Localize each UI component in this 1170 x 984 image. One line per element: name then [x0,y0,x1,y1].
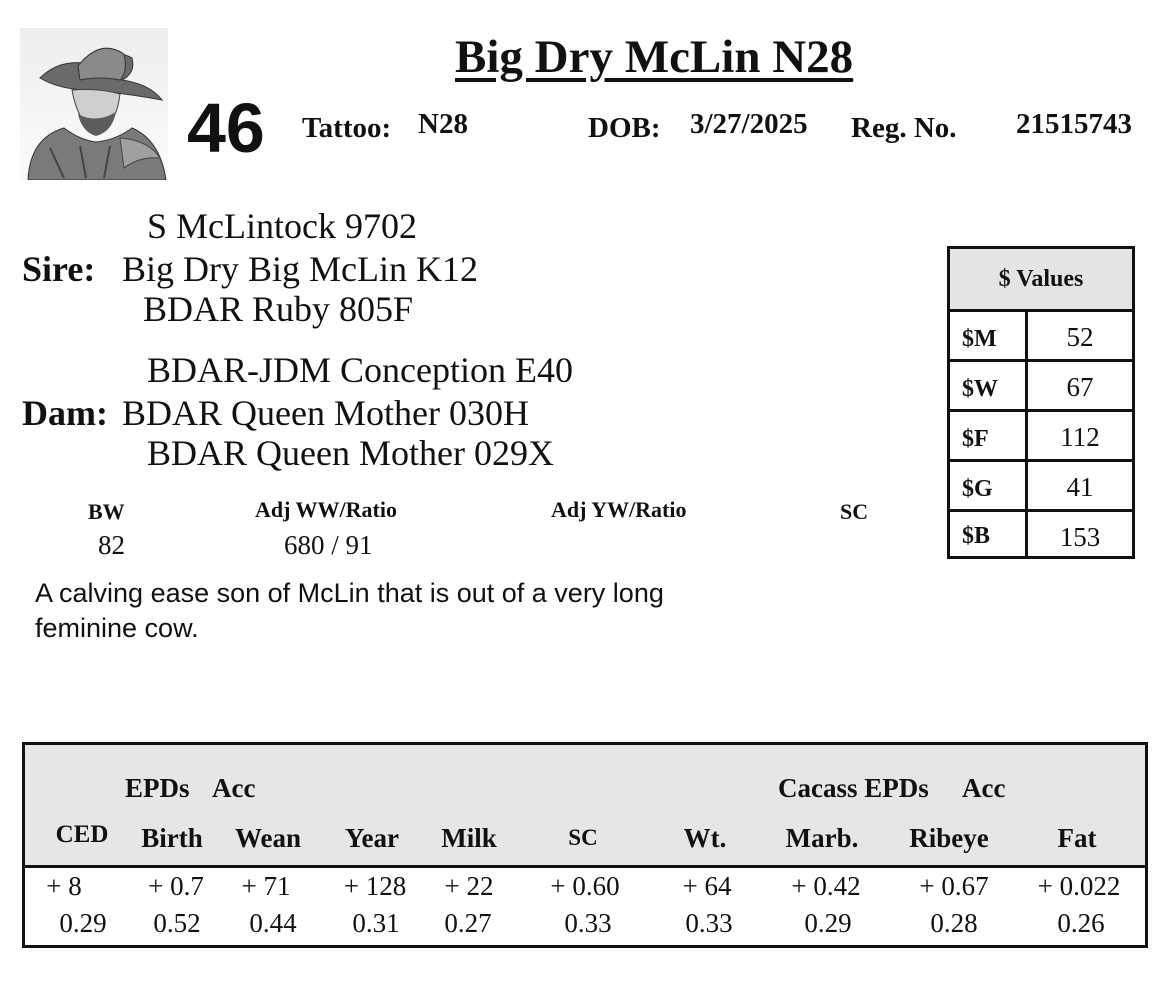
col-header-year: Year [345,823,399,853]
epd-value-wt: + 64 [682,871,732,901]
acc-value-milk: 0.27 [444,908,492,938]
sc-label: SC [840,499,869,524]
epd-value-milk: + 22 [444,871,494,901]
dam-sire: BDAR-JDM Conception E40 [147,350,573,390]
acc-value-sc: 0.33 [564,908,612,938]
dob-label: DOB: [588,112,661,144]
dam-label: Dam: [22,393,108,433]
col-header-wt: Wt. [683,823,727,853]
acc-value-ced: 0.29 [59,908,107,938]
acc-value-fat: 0.26 [1057,908,1105,938]
adj-yw-label: Adj YW/Ratio [551,497,687,522]
epd-value-sc: + 0.60 [550,871,620,901]
dollar-value-row [950,312,1132,362]
epd-value-marb: + 0.42 [791,871,861,901]
dollar-value-label: $W [950,362,1028,409]
epd-value-ribeye: + 0.67 [919,871,989,901]
col-header-sc: SC [568,825,598,850]
dollar-value: 153 [1059,522,1101,552]
epd-value-fat: + 0.022 [1037,871,1121,901]
dollar-value: 52 [1066,322,1094,352]
epd-value-ced: + 8 [46,871,82,901]
tattoo-label: Tattoo: [302,112,392,144]
col-header-fat: Fat [1057,823,1097,853]
dob-value: 3/27/2025 [690,108,808,140]
dollar-value-label: $F [950,412,1028,459]
dollar-value: 41 [1066,472,1094,502]
epd-table [22,742,1148,948]
acc-value-wean: 0.44 [249,908,297,938]
reg-no-label: Reg. No. [851,112,957,144]
sire-label: Sire: [22,249,96,289]
acc-value-birth: 0.52 [153,908,201,938]
col-header-ribeye: Ribeye [909,823,989,853]
dollar-value: 112 [1060,422,1100,452]
sire-sire: S McLintock 9702 [147,206,417,246]
reg-no-value: 21515743 [1016,108,1132,140]
sire-name: Big Dry Big McLin K12 [122,249,478,289]
bw-label: BW [88,499,125,524]
dollar-values-title: $ Values [950,249,1132,312]
dam-name: BDAR Queen Mother 030H [122,393,529,433]
sire-dam: BDAR Ruby 805F [143,289,414,329]
acc-value-ribeye: 0.28 [930,908,978,938]
col-header-ced: CED [55,821,109,848]
epd-value-wean: + 71 [241,871,291,901]
dam-dam: BDAR Queen Mother 029X [147,433,554,473]
dollar-values-table [947,246,1135,559]
col-header-marb: Marb. [785,823,859,853]
acc-value-year: 0.31 [352,908,400,938]
dollar-value-label: $B [950,512,1028,556]
bw-value: 82 [98,530,125,560]
acc-label: Acc [212,773,256,803]
col-header-birth: Birth [141,823,203,853]
carcass-epds-group-label: Cacass EPDs [778,773,929,803]
col-header-wean: Wean [234,823,301,853]
epd-value-year: + 128 [343,871,407,901]
acc-value-wt: 0.33 [685,908,733,938]
epds-group-label: EPDs [125,773,190,803]
dollar-value-row [950,412,1132,462]
dollar-value-row [950,462,1132,512]
dollar-value-row [950,362,1132,412]
cowboy-logo-icon [20,28,168,180]
animal-name-title: Big Dry McLin N28 [455,31,854,83]
adj-ww-value: 680 / 91 [284,530,373,560]
remarks-text: A calving ease son of McLin that is out of a very long feminine cow. [35,578,664,643]
tattoo-value: N28 [418,108,468,140]
col-header-milk: Milk [441,823,497,853]
carcass-acc-label: Acc [962,773,1006,803]
acc-value-marb: 0.29 [804,908,852,938]
dollar-value-label: $G [950,462,1028,509]
dollar-value: 67 [1066,372,1094,402]
epd-value-birth: + 0.7 [148,871,204,901]
lot-number: 46 [187,89,265,167]
adj-ww-label: Adj WW/Ratio [255,497,397,522]
dollar-value-label: $M [950,312,1028,359]
dollar-value-row [950,512,1132,556]
